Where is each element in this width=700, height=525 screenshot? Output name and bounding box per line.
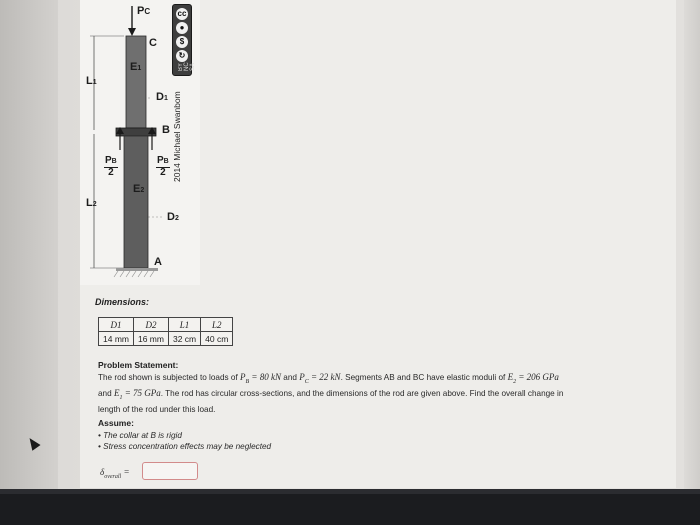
nc-icon: $ xyxy=(176,36,188,48)
assume-title: Assume: xyxy=(98,418,134,428)
assume-list xyxy=(98,430,271,452)
answer-input[interactable] xyxy=(142,462,198,480)
d1-label: D1 xyxy=(156,91,168,103)
l2-label: L2 xyxy=(86,197,97,209)
answer-label: $\delta_{overall}$ = xyxy=(100,467,130,480)
point-c-label: C xyxy=(149,37,157,49)
copyright-text: 2014 Michael Swanbom xyxy=(172,91,182,182)
e1-label: E1 xyxy=(130,61,142,73)
value-l1: 32 cm xyxy=(168,332,200,346)
header-l2: L2 xyxy=(201,318,233,332)
point-b-label: B xyxy=(162,124,170,136)
license-tiny-text: BY NC SA xyxy=(178,62,196,71)
by-icon: ● xyxy=(176,22,188,34)
problem-text-part: and xyxy=(98,388,114,398)
pc-value: = 22 kN xyxy=(308,372,341,382)
dimensions-value-row xyxy=(99,332,233,346)
dimensions-table xyxy=(98,317,233,346)
problem-text-part: . The rod has circular cross-sections, and the dimensions of the rod are given above. Find the overall change in xyxy=(160,388,564,398)
problem-text-part: length of the rod under this load. xyxy=(98,404,216,414)
problem-text-part: The rod shown is subjected to loads of xyxy=(98,373,240,382)
assume-item: • The collar at B is rigid xyxy=(98,431,182,440)
header-l1: L1 xyxy=(168,318,200,332)
assume-item: • Stress concentration effects may be neglected xyxy=(98,442,272,451)
left-margin xyxy=(0,0,58,490)
copyright-strip xyxy=(172,4,194,182)
ground-hatch xyxy=(114,271,154,277)
pc-arrowhead xyxy=(128,28,136,36)
e2-symbol: $E_2$ xyxy=(507,372,517,385)
problem-text-part: . Segments AB and BC have elastic moduli of xyxy=(340,373,508,382)
segment-bc xyxy=(126,36,146,128)
right-margin xyxy=(684,0,700,490)
header-d1: D1 xyxy=(99,318,134,332)
sa-icon: ↻ xyxy=(176,50,188,62)
cc-icon: cc xyxy=(177,9,187,18)
segment-ab xyxy=(124,136,148,268)
pb-right-fraction: $\frac{PB}{2}$ xyxy=(157,155,169,178)
e1-value: = 75 GPa xyxy=(122,387,161,398)
value-d2: 16 mm xyxy=(133,332,168,346)
pb-symbol: $P_B$ xyxy=(240,372,250,385)
pc-label: PC xyxy=(137,5,151,17)
header-d2: D2 xyxy=(133,318,168,332)
value-l2: 40 cm xyxy=(201,332,233,346)
e2-value: = 206 GPa xyxy=(516,372,559,382)
pb-left-fraction: $\frac{PB}{2}$ xyxy=(105,155,117,178)
pc-symbol: $P_C$ xyxy=(299,372,309,385)
e1-symbol: $E_1$ xyxy=(113,387,123,401)
point-a-label: A xyxy=(154,256,162,268)
dimensions-title: Dimensions: xyxy=(95,297,150,307)
d2-label: D2 xyxy=(167,211,179,223)
ground xyxy=(116,268,158,271)
problem-statement-text xyxy=(98,372,653,415)
pb-value: = 80 kN xyxy=(249,372,281,382)
bottom-bezel xyxy=(0,489,700,525)
e2-label: E2 xyxy=(133,183,145,195)
problem-statement-title: Problem Statement: xyxy=(98,360,179,370)
problem-text-and: and xyxy=(281,373,300,382)
bezel-edge xyxy=(0,489,700,494)
dimensions-header-row xyxy=(99,318,233,332)
l1-label: L1 xyxy=(86,75,97,87)
value-d1: 14 mm xyxy=(99,332,134,346)
creative-commons-badge xyxy=(172,4,196,76)
